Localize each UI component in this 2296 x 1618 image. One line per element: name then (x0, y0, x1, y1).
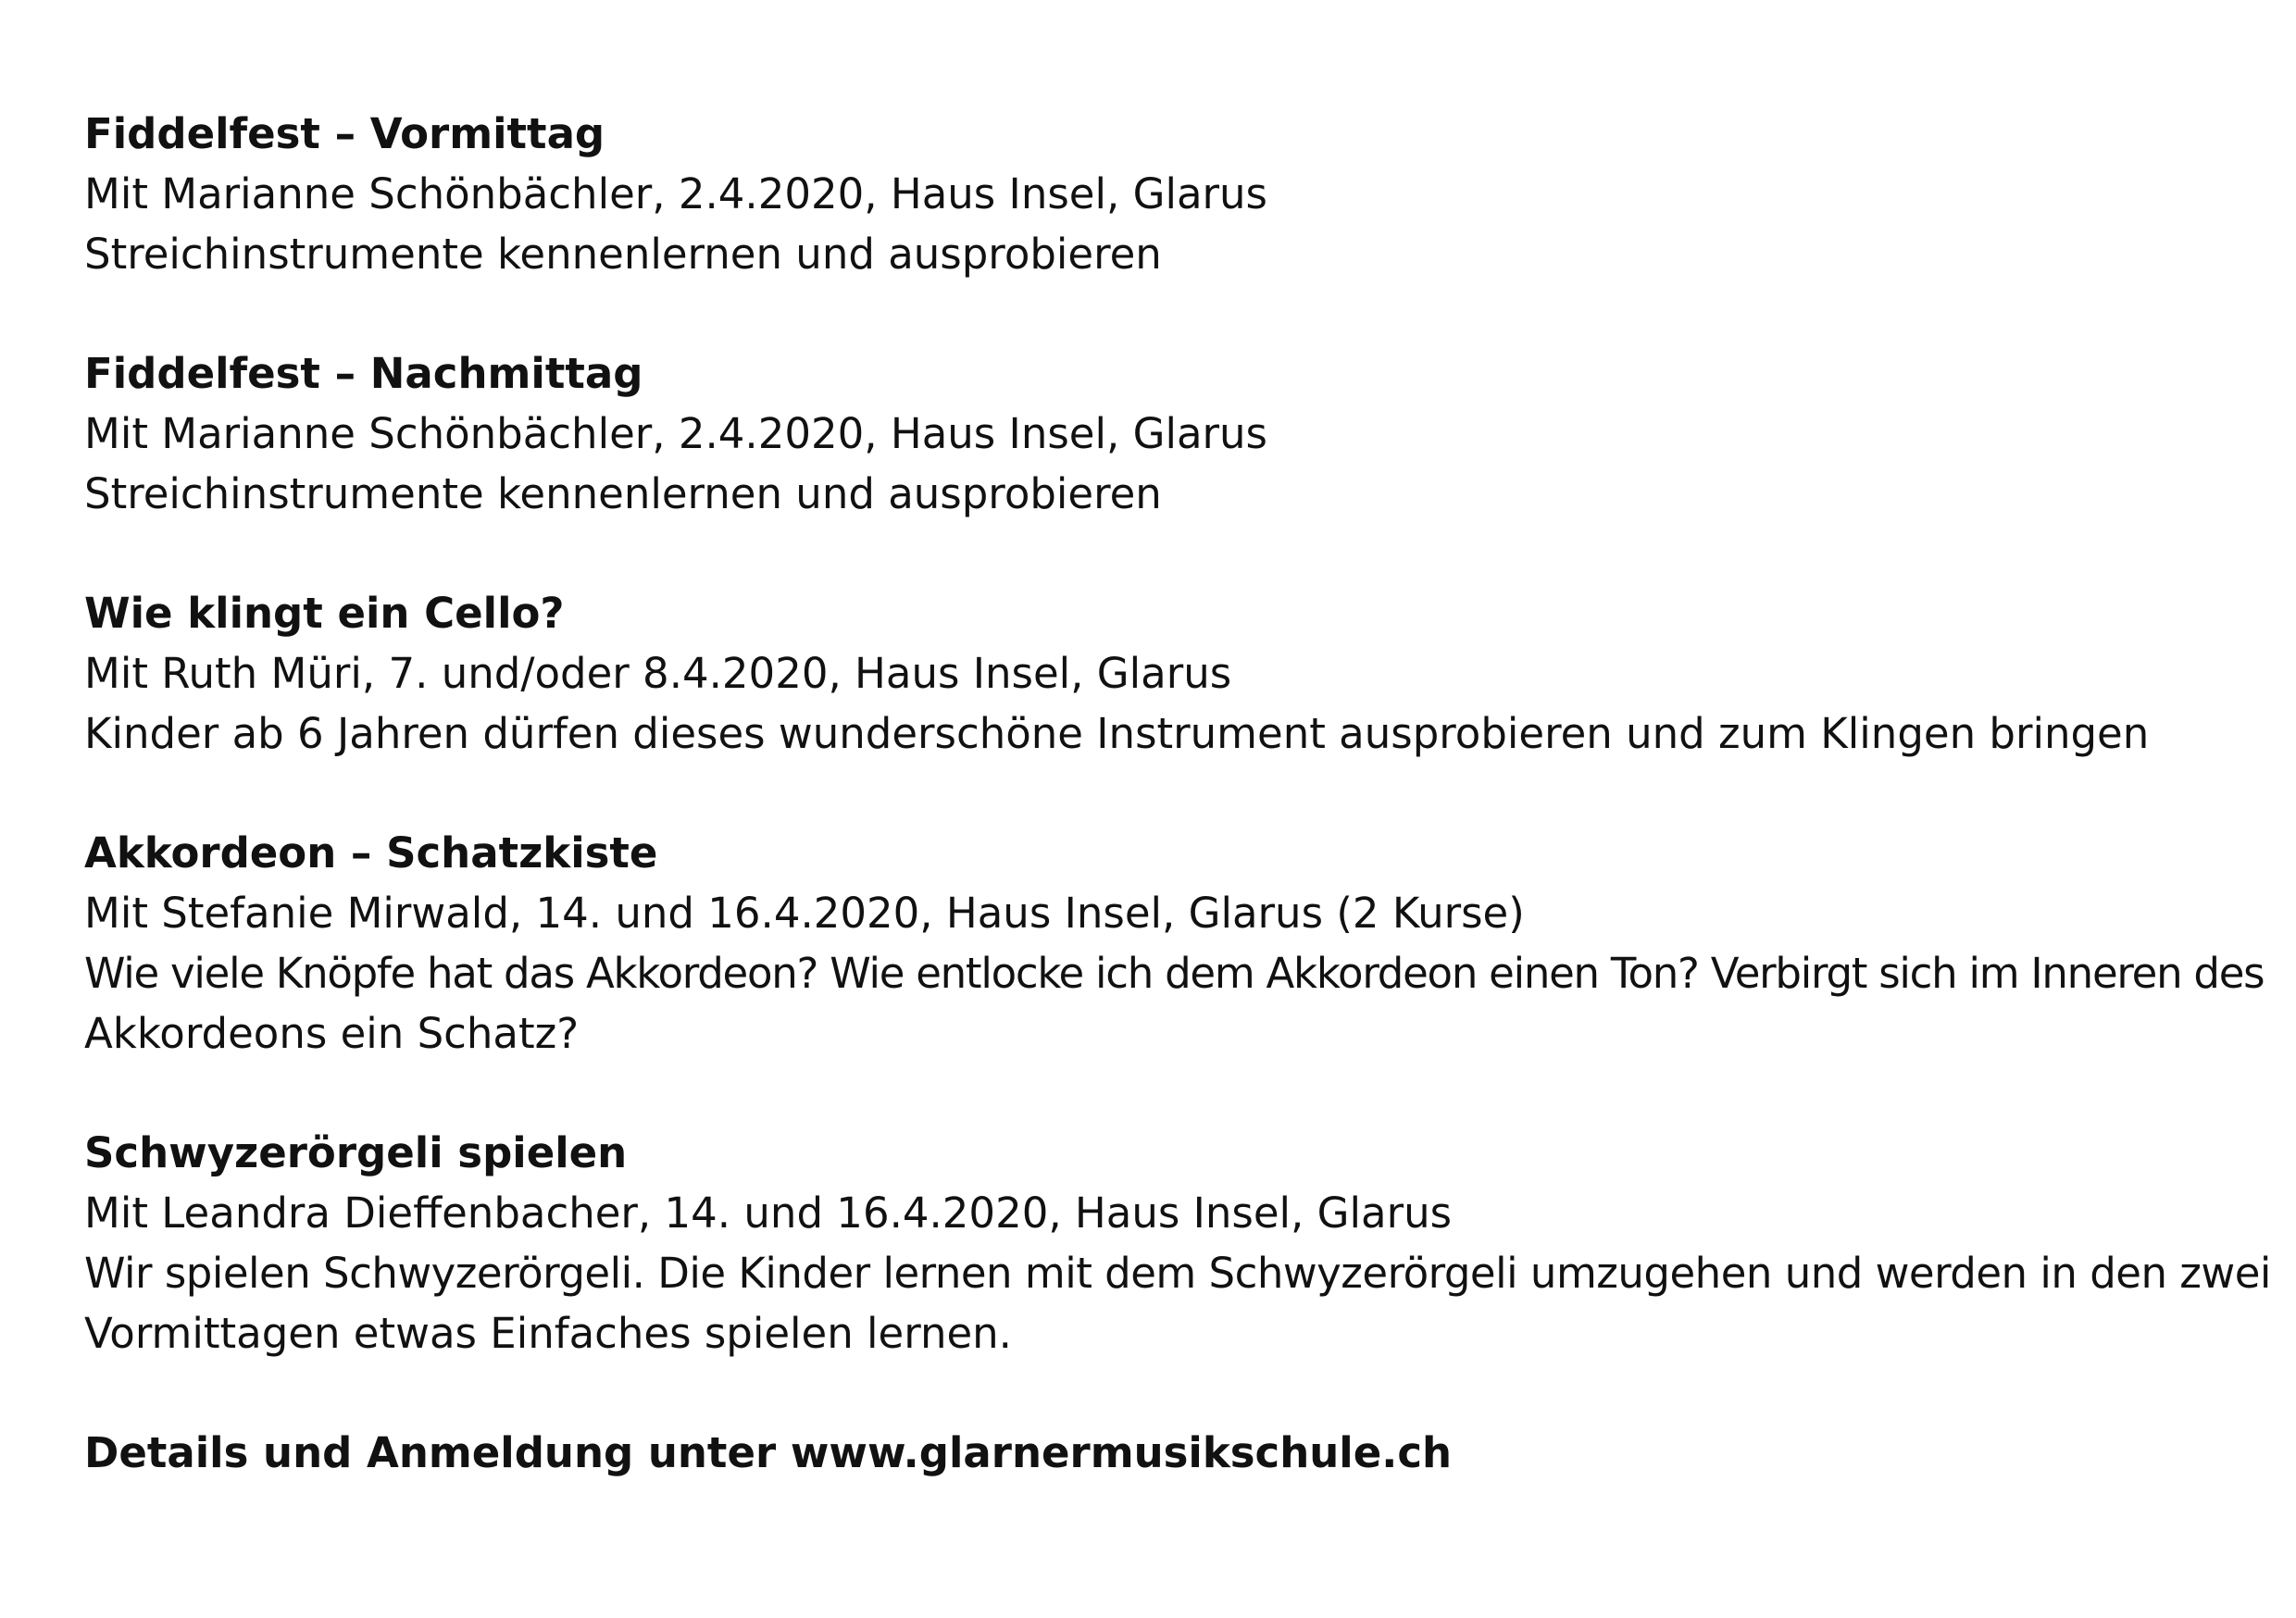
course-details: Mit Stefanie Mirwald, 14. und 16.4.2020, Haus Insel, Glarus (2 Kurse) (84, 889, 1525, 938)
course-details: Mit Ruth Müri, 7. und/oder 8.4.2020, Haus Insel, Glarus (84, 649, 1232, 698)
course-description: Akkordeons ein Schatz? (84, 1009, 580, 1058)
course-entry (84, 343, 2278, 524)
course-title: Fiddelfest – Vormittag (84, 109, 605, 158)
course-description: Streichinstrumente kennenlernen und ausprobieren (84, 469, 1162, 518)
course-entry (84, 104, 2278, 284)
course-entry (84, 1123, 2278, 1363)
registration-note: Details und Anmeldung unter www.glarnermusikschule.ch (84, 1428, 1453, 1477)
course-entry (84, 583, 2278, 764)
course-description: Streichinstrumente kennenlernen und ausprobieren (84, 230, 1162, 279)
course-listing (84, 104, 2278, 1483)
course-details: Mit Marianne Schönbächler, 2.4.2020, Haus Insel, Glarus (84, 169, 1267, 218)
course-details: Mit Leandra Dieffenbacher, 14. und 16.4.2020, Haus Insel, Glarus (84, 1189, 1453, 1238)
course-entry (84, 823, 2278, 1064)
course-title: Akkordeon – Schatzkiste (84, 828, 658, 877)
course-description: Wie viele Knöpfe hat das Akkordeon? Wie entlocke ich dem Akkordeon einen Ton? Verbirgt sich im Inneren des (84, 949, 2265, 998)
course-title: Schwyzerörgeli spielen (84, 1128, 628, 1177)
course-description: Wir spielen Schwyzerörgeli. Die Kinder lernen mit dem Schwyzerörgeli umzugehen und werden in den zwei (84, 1249, 2271, 1298)
course-description: Vormittagen etwas Einfaches spielen lernen. (84, 1309, 1012, 1358)
course-description: Kinder ab 6 Jahren dürfen dieses wunderschöne Instrument ausprobieren und zum Klingen bringen (84, 709, 2150, 758)
course-title: Fiddelfest – Nachmittag (84, 349, 643, 398)
course-title: Wie klingt ein Cello? (84, 589, 565, 638)
course-details: Mit Marianne Schönbächler, 2.4.2020, Haus Insel, Glarus (84, 409, 1267, 458)
